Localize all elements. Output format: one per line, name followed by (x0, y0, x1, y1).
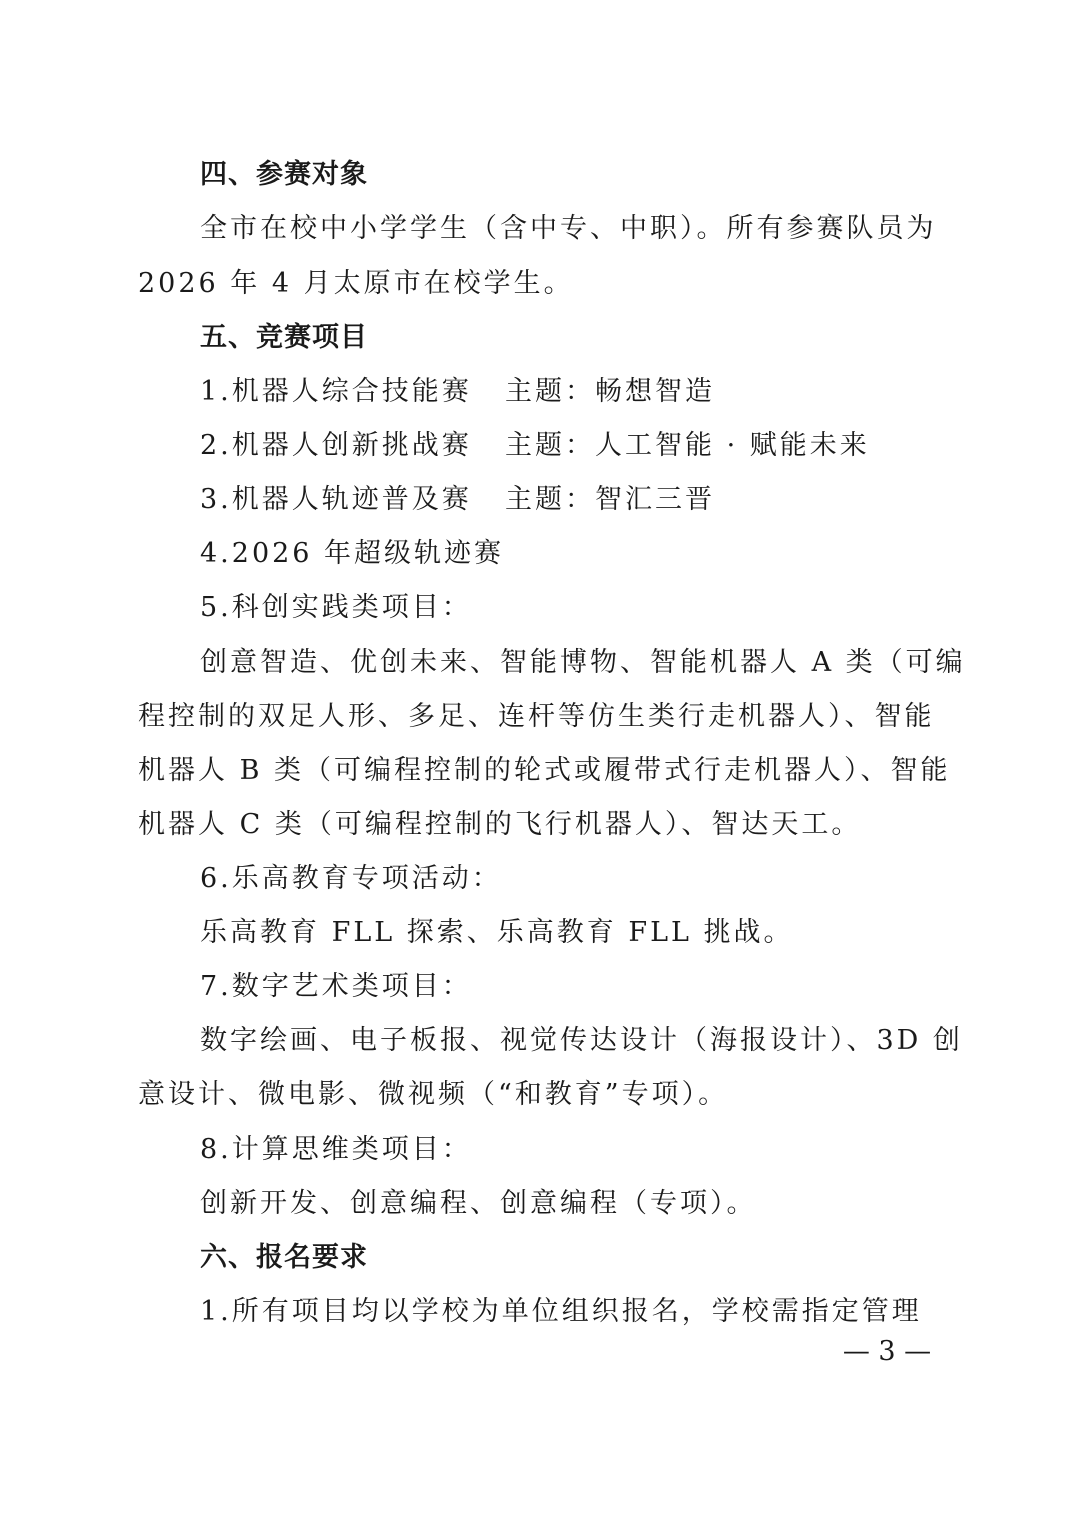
list-item-title: 5.科创实践类项目： (200, 592, 472, 623)
paragraph-line: 数字绘画、电子板报、视觉传达设计（海报设计）、3D 创 (200, 1025, 963, 1056)
paragraph-line: 乐高教育 FLL 探索、乐高教育 FLL 挑战。 (200, 917, 794, 948)
item-theme: 主题：人工智能 · 赋能未来 (505, 430, 870, 461)
item-theme: 主题：畅想智造 (505, 376, 715, 407)
paragraph-line: 创新开发、创意编程、创意编程（专项）。 (200, 1188, 757, 1219)
list-item: 4.2026 年超级轨迹赛 (200, 538, 505, 569)
item-name: 1.机器人综合技能赛 (200, 376, 472, 407)
list-item (0, 372, 1080, 412)
item-name: 2.机器人创新挑战赛 (200, 430, 472, 461)
item-theme: 主题：智汇三晋 (505, 484, 715, 515)
list-item (0, 426, 1080, 466)
page-number: — 3 — (842, 1336, 932, 1367)
list-item (0, 480, 1080, 520)
paragraph-line: 1.所有项目均以学校为单位组织报名，学校需指定管理 (200, 1296, 922, 1327)
list-item-title: 7.数字艺术类项目： (200, 971, 472, 1002)
paragraph-line: 机器人 B 类（可编程控制的轮式或履带式行走机器人）、智能 (138, 755, 951, 786)
section-heading-competition-items: 五、竞赛项目 (200, 322, 368, 353)
item-name: 3.机器人轨迹普及赛 (200, 484, 472, 515)
paragraph-line: 机器人 C 类（可编程控制的飞行机器人）、智达天工。 (138, 809, 862, 840)
paragraph-line: 2026 年 4 月太原市在校学生。 (138, 268, 574, 299)
list-item-title: 6.乐高教育专项活动： (200, 863, 502, 894)
paragraph-line: 创意智造、优创未来、智能博物、智能机器人 A 类（可编 (200, 647, 966, 678)
section-heading-registration: 六、报名要求 (200, 1242, 368, 1273)
section-heading-participants: 四、参赛对象 (200, 159, 368, 190)
paragraph-line: 意设计、微电影、微视频（“和教育”专项）。 (138, 1079, 729, 1110)
paragraph-line: 程控制的双足人形、多足、连杆等仿生类行走机器人）、智能 (138, 701, 935, 732)
paragraph-line: 全市在校中小学学生（含中专、中职）。所有参赛队员为 (200, 213, 937, 244)
list-item-title: 8.计算思维类项目： (200, 1134, 472, 1165)
